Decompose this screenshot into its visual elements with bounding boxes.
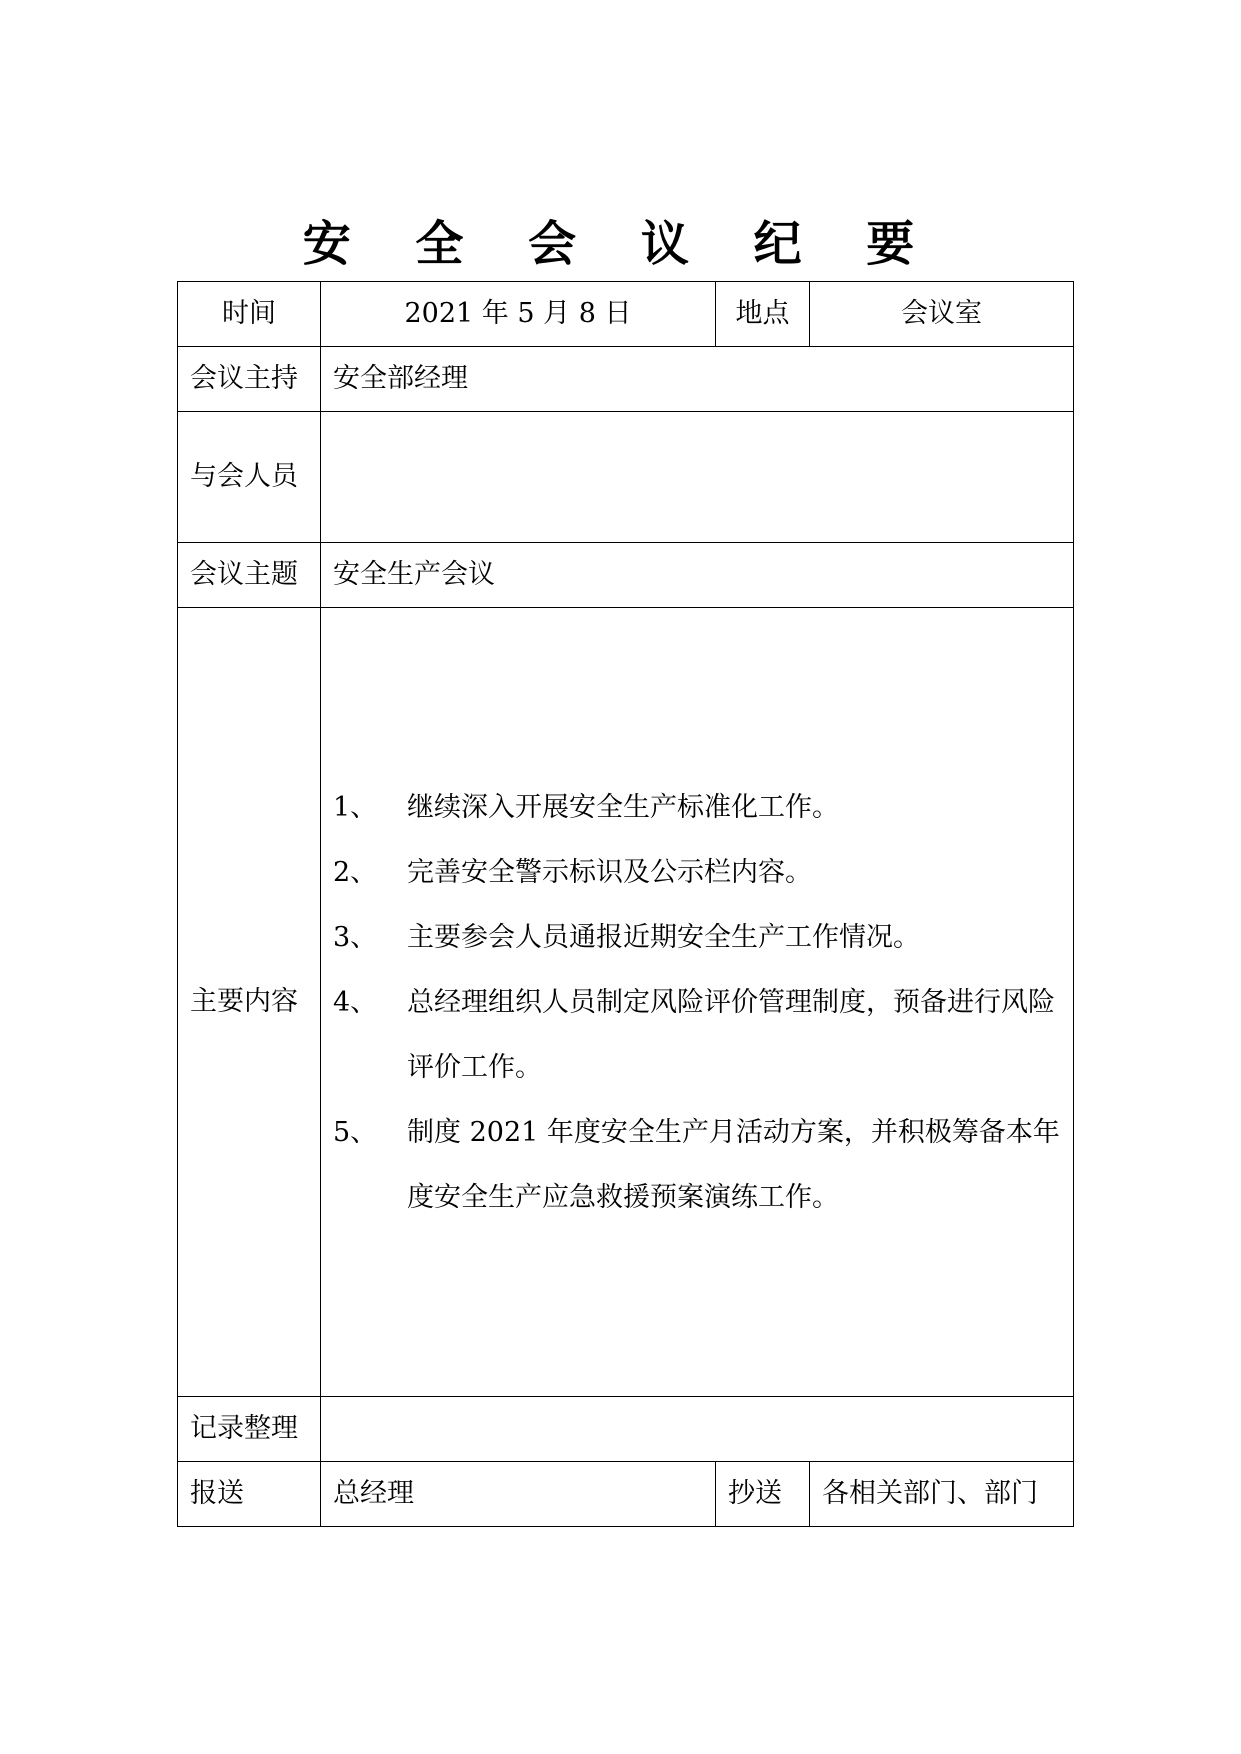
content-row [178, 608, 1074, 1397]
attendees-row [178, 412, 1074, 543]
content-list [321, 608, 1074, 1397]
content-item [333, 905, 1061, 970]
send-label: 报送 [178, 1462, 321, 1527]
content-item-text: 制度 2021 年度安全生产月活动方案，并积极筹备本年度安全生产应急救援预案演练工作。 [407, 1116, 1060, 1213]
cc-label: 抄送 [716, 1462, 810, 1527]
content-item-number: 4、 [333, 986, 378, 1018]
send-row [178, 1462, 1074, 1527]
document-title: 安 全 会 议 纪 要 [302, 216, 939, 272]
content-item-text: 总经理组织人员制定风险评价管理制度，预备进行风险评价工作。 [407, 986, 1055, 1083]
place-value: 会议室 [810, 282, 1074, 347]
meeting-minutes-table [177, 281, 1074, 1527]
host-value: 安全部经理 [321, 347, 1074, 412]
attendees-label: 与会人员 [178, 412, 321, 543]
content-item-number: 3、 [333, 921, 378, 953]
content-item-number: 1、 [333, 791, 378, 823]
content-item [333, 775, 1061, 840]
topic-label: 会议主题 [178, 543, 321, 608]
content-label: 主要内容 [178, 608, 321, 1397]
content-item [333, 840, 1061, 905]
time-label: 时间 [178, 282, 321, 347]
place-label: 地点 [716, 282, 810, 347]
host-row [178, 347, 1074, 412]
content-item-number: 2、 [333, 856, 378, 888]
time-row [178, 282, 1074, 347]
time-value: 2021 年 5 月 8 日 [321, 282, 716, 347]
cc-value: 各相关部门、部门 [810, 1462, 1074, 1527]
content-item-text: 完善安全警示标识及公示栏内容。 [407, 856, 812, 888]
topic-row [178, 543, 1074, 608]
send-value: 总经理 [321, 1462, 716, 1527]
content-item-text: 主要参会人员通报近期安全生产工作情况。 [407, 921, 920, 953]
topic-value: 安全生产会议 [321, 543, 1074, 608]
recorder-label: 记录整理 [178, 1397, 321, 1462]
attendees-value [321, 412, 1074, 543]
recorder-value [321, 1397, 1074, 1462]
content-item-text: 继续深入开展安全生产标准化工作。 [407, 791, 839, 823]
content-item [333, 1100, 1061, 1230]
host-label: 会议主持 [178, 347, 321, 412]
recorder-row [178, 1397, 1074, 1462]
content-item [333, 970, 1061, 1100]
content-item-number: 5、 [333, 1116, 378, 1148]
